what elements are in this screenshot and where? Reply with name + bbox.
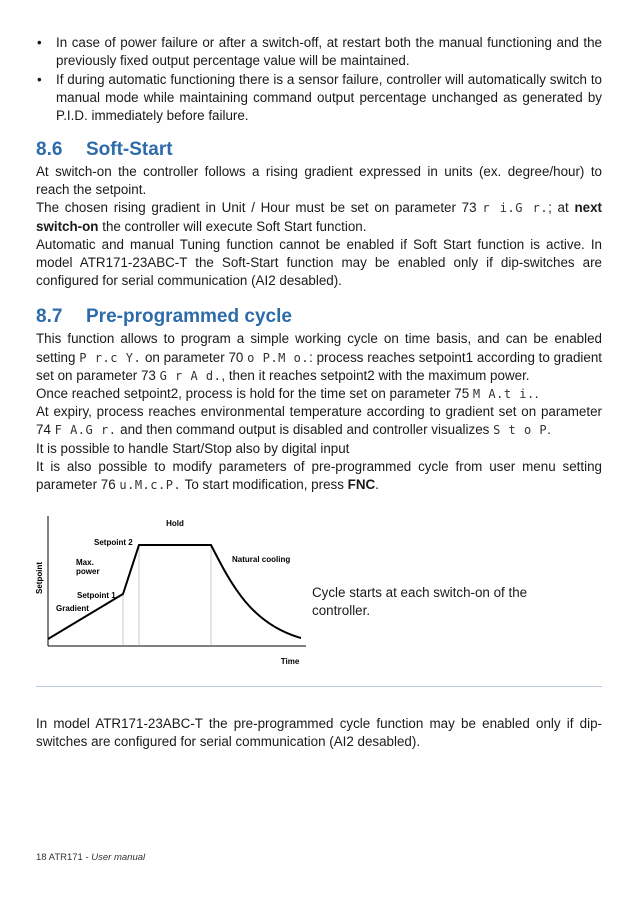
cycle-diagram-svg (36, 514, 316, 674)
emphasis-next-switch-on: next switch-on (36, 200, 602, 234)
label-setpoint2: Setpoint 2 (94, 538, 133, 548)
section-title: Pre-programmed cycle (86, 306, 292, 328)
cycle-paragraph-1: This function allows to program a simple working cycle on time basis, and can be enabled setting P r.c Y. on parameter 70 o P.M o.: process reaches setpoint1 according to gradient set on parameter 73 G r A d., then it reaches setpoint2 with the maximum power. (36, 331, 603, 383)
param-display-prcy: P r.c Y. (79, 350, 142, 365)
footer-title: User manual (91, 852, 146, 863)
bullet-list (36, 34, 602, 125)
param-display-grad: G r A d. (159, 368, 222, 383)
label-gradient: Gradient (56, 604, 89, 614)
x-axis-label: Time (280, 657, 300, 667)
emphasis-fnc-key: FNC (347, 477, 376, 493)
param-display-mati: M A.t i. (472, 387, 535, 402)
label-natural-cooling: Natural cooling (232, 555, 291, 565)
section-title: Soft-Start (86, 139, 173, 160)
section-heading-soft-start (36, 139, 602, 161)
soft-start-paragraph-3: Automatic and manual Tuning function cannot be enabled if Soft Start function is active. In model ATR171-23ABC-T the Soft-Start function may be enabled only if dip-switches are configured for serial communication (AI2 desabled). (36, 236, 602, 289)
section-number: 8.7 (36, 306, 63, 328)
bullet-sensor-failure: • If during automatic functioning there is a sensor failure, controller will automatically switch to manual mode while maintaining command output percentage unchanged as generated by P.I.D. immediately before failure. (36, 71, 602, 125)
cycle-diagram (36, 514, 602, 674)
cycle-paragraph-5: It is also possible to modify parameters of pre-programmed cycle from user menu setting parameter 76 u.M.c.P. To start modification, press FNC. (36, 458, 602, 493)
section-heading-pre-programmed (36, 306, 602, 328)
section-number: 8.6 (36, 139, 63, 160)
cycle-paragraph-3: At expiry, process reaches environmental temperature according to gradient set on parameter 74 F A.G r. and then command output is disabled and controller visualizes S t o P. (36, 404, 602, 438)
cycle-paragraph-4: It is possible to handle Start/Stop also by digital input (36, 440, 350, 456)
page-content (36, 34, 602, 752)
model-note-paragraph: In model ATR171-23ABC-T the pre-programmed cycle function may be enabled only if dip-switches are configured for serial communication (AI2 desabled). (36, 716, 602, 750)
param-display-umcp: u.M.c.P. (119, 478, 182, 493)
label-max-power-2: power (76, 567, 100, 577)
label-max-power-1: Max. (76, 558, 94, 568)
param-display-rigr: r i.G r. (482, 201, 549, 216)
footer-page-number: 18 ATR171 - (36, 852, 92, 863)
page-footer (36, 852, 145, 863)
y-axis-label: Setpoint (35, 562, 44, 595)
param-display-opmo: o P.M o. (247, 350, 310, 365)
label-hold: Hold (166, 519, 184, 529)
param-display-stop: S t o P (493, 423, 548, 438)
section-divider (36, 686, 602, 687)
soft-start-paragraph-2: The chosen rising gradient in Unit / Hour must be set on parameter 73 r i.G r.; at next switch-on the controller will execute Soft Start function. (36, 200, 602, 234)
bullet-power-failure: • In case of power failure or after a switch-off, at restart both the manual functioning and the previously fixed output percentage value will be maintained. (36, 34, 602, 70)
soft-start-paragraph-1: At switch-on the controller follows a rising gradient expressed in units (ex. degree/hour) to reach the setpoint. (36, 164, 602, 198)
diagram-note: Cycle starts at each switch-on of the controller. (312, 585, 528, 619)
param-display-fagr: F A.G r. (54, 423, 117, 438)
label-setpoint1: Setpoint 1 (77, 591, 116, 601)
cycle-paragraph-2: Once reached setpoint2, process is hold for the time set on parameter 75 M A.t i.. (36, 386, 539, 402)
